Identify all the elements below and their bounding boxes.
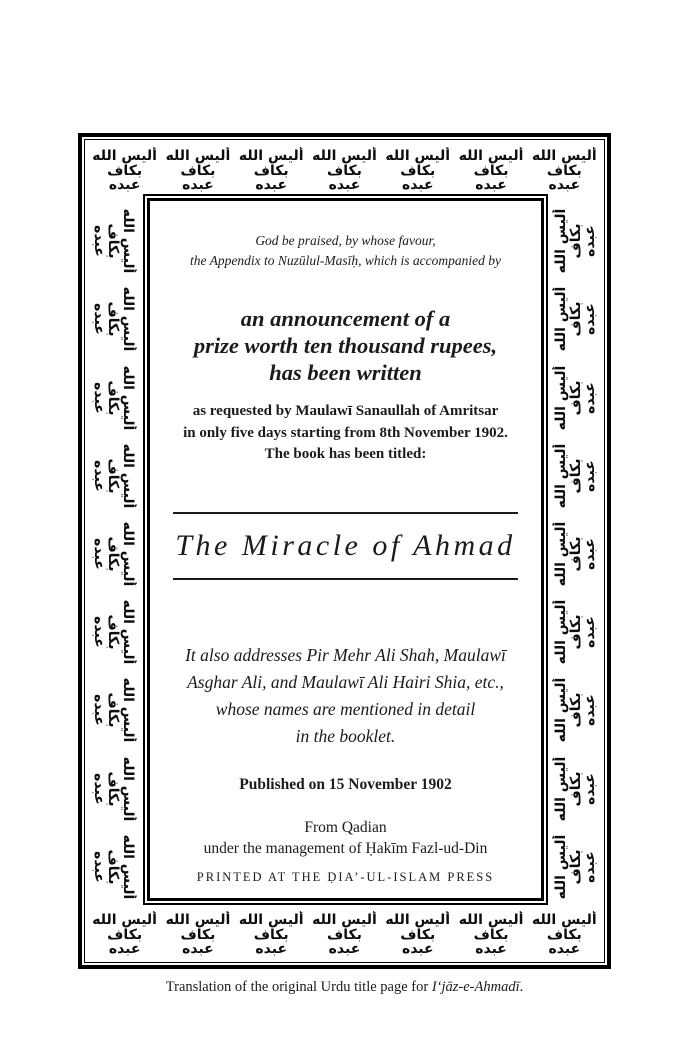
calligraphy-unit: أليس الله بكاف عبده [238, 147, 304, 194]
calligraphy-unit: أليس الله بكاف عبده [552, 521, 599, 587]
calligraphy-unit: أليس الله بكاف عبده [552, 208, 599, 274]
origin-line: under the management of Ḥakīm Fazl-ud-Din [203, 839, 488, 857]
published-line: Published on 15 November 1902 [239, 775, 452, 793]
caption-text: Translation of the original Urdu title page for [165, 979, 432, 995]
border-calligraphy-bottom [88, 909, 601, 961]
calligraphy-unit: أليس الله بكاف عبده [90, 521, 137, 587]
calligraphy-unit: أليس الله بكاف عبده [90, 599, 137, 665]
book-title: The Miracle of Ahmad [175, 528, 516, 562]
addresses-block [150, 642, 541, 750]
title-block [150, 512, 541, 580]
calligraphy-unit: أليس الله بكاف عبده [552, 365, 599, 430]
announcement-block [150, 305, 541, 386]
calligraphy-unit: أليس الله بكاف عبده [165, 147, 231, 194]
calligraphy-unit: أليس الله بكاف عبده [92, 147, 157, 194]
calligraphy-unit: أليس الله بكاف عبده [165, 911, 231, 958]
calligraphy-unit: أليس الله بكاف عبده [385, 147, 451, 194]
announcement-line: prize worth ten thousand rupees, [193, 333, 498, 358]
intro-line: God be praised, by whose favour, [255, 233, 436, 248]
calligraphy-unit: أليس الله بكاف عبده [552, 599, 599, 665]
calligraphy-unit: أليس الله بكاف عبده [385, 911, 451, 958]
intro-line: the Appendix to Nuzūlul-Masīḥ, which is accompanied by [190, 253, 501, 268]
calligraphy-unit: أليس الله بكاف عبده [552, 678, 599, 743]
addresses-line: in the booklet. [295, 725, 396, 746]
border-calligraphy-top [88, 145, 601, 197]
calligraphy-unit: أليس الله بكاف عبده [90, 756, 137, 821]
title-rule-bottom [173, 578, 518, 580]
calligraphy-unit: أليس الله بكاف عبده [552, 756, 599, 821]
request-line: The book has been titled: [264, 446, 427, 462]
request-line: as requested by Maulawī Sanaullah of Amritsar [192, 403, 499, 419]
announcement-line: an announcement of a [240, 306, 451, 331]
printer-line: PRINTED AT THE ḌIA’-UL-ISLAM PRESS [196, 869, 495, 884]
calligraphy-unit: أليس الله بكاف عبده [312, 911, 377, 958]
calligraphy-unit: أليس الله بكاف عبده [552, 834, 599, 900]
inner-frame-thick-line [147, 198, 544, 901]
addresses-line: It also addresses Pir Mehr Ali Shah, Maulawī [185, 644, 506, 665]
calligraphy-unit: أليس الله بكاف عبده [552, 286, 599, 352]
origin-line: From Qadian [304, 818, 387, 836]
request-line: in only five days starting from 8th November 1902. [183, 424, 508, 441]
request-block [150, 401, 541, 466]
intro-block [150, 231, 541, 271]
calligraphy-unit: أليس الله بكاف عبده [90, 834, 137, 900]
border-calligraphy-right [549, 202, 603, 906]
calligraphy-unit: أليس الله بكاف عبده [90, 365, 137, 430]
plate-caption [0, 977, 689, 997]
inner-frame [143, 194, 548, 905]
addresses-line: Asghar Ali, and Maulawī Ali Hairi Shia, etc., [187, 671, 504, 692]
calligraphy-unit: أليس الله بكاف عبده [90, 678, 137, 743]
caption-book-title: I‘jāz-e-Ahmadī [431, 979, 520, 995]
calligraphy-unit: أليس الله بكاف عبده [90, 443, 137, 509]
calligraphy-unit: أليس الله بكاف عبده [531, 147, 597, 194]
calligraphy-unit: أليس الله بكاف عبده [90, 208, 137, 274]
origin-block [150, 817, 541, 859]
announcement-line: has been written [269, 360, 422, 385]
calligraphy-unit: أليس الله بكاف عبده [531, 911, 597, 958]
calligraphy-unit: أليس الله بكاف عبده [458, 911, 524, 958]
calligraphy-unit: أليس الله بكاف عبده [238, 911, 304, 958]
calligraphy-unit: أليس الله بكاف عبده [552, 443, 599, 509]
calligraphy-unit: أليس الله بكاف عبده [90, 286, 137, 352]
calligraphy-unit: أليس الله بكاف عبده [92, 911, 157, 958]
border-calligraphy-left [86, 202, 140, 906]
addresses-line: whose names are mentioned in detail [215, 698, 476, 719]
calligraphy-unit: أليس الله بكاف عبده [312, 147, 377, 194]
calligraphy-unit: أليس الله بكاف عبده [458, 147, 524, 194]
caption-period: . [519, 979, 524, 995]
